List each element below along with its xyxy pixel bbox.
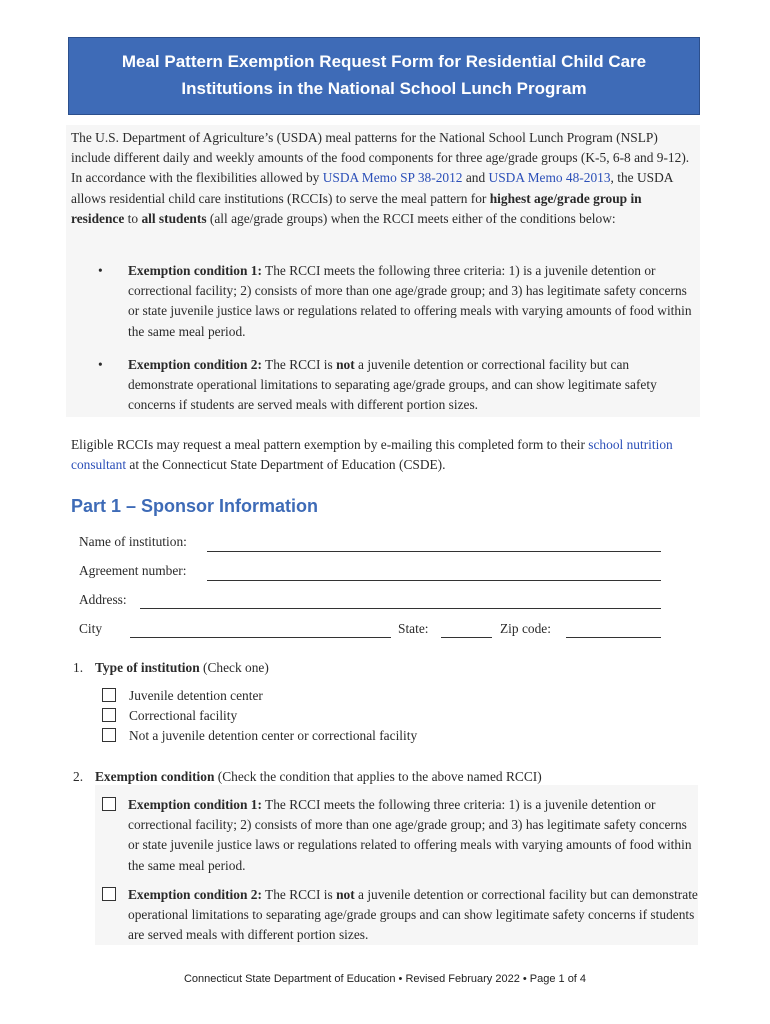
conditions-list (71, 261, 696, 428)
option-not-detention-or-correctional: Not a juvenile detention center or correctional facility (129, 728, 418, 743)
exemption-condition-1-text (128, 795, 700, 876)
intro-text: , the USDA allows residential child care institutions (RCCIs) to serve the meal pattern for (71, 170, 673, 206)
intro-text: and (462, 170, 489, 186)
eligible-text: at the Connecticut State Department of Education (CSDE). (126, 457, 446, 473)
intro-bold: all students (141, 210, 207, 226)
checkbox-exemption-condition-2[interactable] (102, 887, 116, 901)
zip-code-label: Zip code: (500, 621, 551, 636)
condition-1-title: Exemption condition 1: (128, 797, 262, 812)
page-footer: Connecticut State Department of Education • Revised February 2022 • Page 1 of 4 (183, 973, 587, 985)
zip-code-field[interactable] (566, 637, 661, 638)
eligibility-paragraph (71, 435, 696, 475)
condition-2-title: Exemption condition 2: (128, 887, 262, 902)
condition-2-bullet (71, 355, 696, 416)
condition-1-bullet (71, 261, 696, 342)
condition-2-description: The RCCI is (261, 887, 337, 902)
exemption-condition-2-text (128, 885, 700, 946)
address-field[interactable] (140, 608, 661, 609)
city-label: City (79, 621, 103, 636)
condition-bold: not (336, 356, 355, 372)
condition-text: The RCCI meets the following three criteria: 1) is a juvenile detention or correctional facility; 2) consists of more than one age/grade group; and 3) has legitimate safety concerns or state juvenile justice laws or regulations related to offering meals with varying amounts of food within the same meal period. (128, 263, 692, 339)
question-2-title: Exemption condition (95, 769, 215, 784)
state-field[interactable] (441, 637, 492, 638)
institution-name-label: Name of institution: (79, 534, 187, 549)
address-label: Address: (79, 592, 127, 607)
condition-title: Exemption condition 1: (128, 263, 262, 278)
institution-name-field[interactable] (207, 551, 661, 552)
checkbox-not-detention-or-correctional[interactable] (102, 728, 116, 742)
eligible-text: Eligible RCCIs may request a meal pattern exemption by e-mailing this completed form to their (71, 437, 589, 452)
school-nutrition-consultant-link[interactable]: school nutrition consultant (71, 437, 673, 473)
agreement-number-label: Agreement number: (79, 563, 187, 578)
checkbox-correctional-facility[interactable] (102, 708, 116, 722)
condition-2-bold: not (336, 887, 355, 902)
part-1-heading: Part 1 – Sponsor Information (71, 496, 319, 516)
condition-title: Exemption condition 2: (128, 356, 262, 372)
bullet-icon: • (98, 263, 103, 278)
condition-1-description: The RCCI meets the following three criteria: 1) is a juvenile detention or correctional facility; 2) consists of more than one age/grade group; and 3) has legitimate safety concerns or state juvenile justice laws or regulations related to offering meals with varying amounts of food within the same meal period. (128, 797, 692, 873)
question-2-instruction: (Check the condition that applies to the above named RCCI) (214, 769, 542, 784)
checkbox-exemption-condition-1[interactable] (102, 797, 116, 811)
title-line-2: Institutions in the National School Lunch Program (181, 79, 587, 98)
city-field[interactable] (130, 637, 391, 638)
checkbox-juvenile-detention[interactable] (102, 688, 116, 702)
agreement-number-field[interactable] (207, 580, 661, 581)
intro-bold: highest age/grade group in residence (71, 190, 642, 226)
question-1-prompt (95, 658, 269, 678)
option-correctional-facility: Correctional facility (129, 708, 238, 723)
title-line-1: Meal Pattern Exemption Request Form for Residential Child Care (121, 52, 647, 71)
bullet-icon: • (98, 356, 103, 372)
question-1-instruction: (Check one) (199, 660, 269, 675)
condition-2-description: a juvenile detention or correctional facility but can demonstrate operational limitations to separating age/grade groups and can show legitimate safety concerns if students are served meals with different portion sizes. (128, 887, 698, 943)
intro-text: (all age/grade groups) when the RCCI meets either of the conditions below: (206, 210, 616, 226)
condition-text: a juvenile detention or correctional facility but can demonstrate operational limitations to separating age/grade groups, and can show legitimate safety concerns if students are served meals with different portion sizes. (128, 356, 657, 413)
state-label: State: (398, 621, 429, 636)
intro-paragraph (71, 128, 696, 229)
usda-memo-48-2013-link[interactable]: USDA Memo 48-2013 (488, 170, 611, 186)
usda-memo-sp-38-2012-link[interactable]: USDA Memo SP 38-2012 (322, 170, 463, 186)
intro-text: to (124, 210, 142, 226)
question-1-number: 1. (73, 660, 84, 675)
title-banner (68, 37, 700, 115)
condition-text: The RCCI is (261, 356, 337, 372)
intro-text: The U.S. Department of Agriculture’s (USDA) meal patterns for the National School Lunch Program (NSLP) include different daily and weekly amounts of the food components for three age/grade groups (K-5, 6-8 and 9-12). In accordance with the flexibilities allowed by (71, 130, 690, 186)
option-juvenile-detention: Juvenile detention center (129, 688, 263, 703)
question-2-number: 2. (73, 769, 84, 784)
question-1-title: Type of institution (95, 660, 200, 675)
